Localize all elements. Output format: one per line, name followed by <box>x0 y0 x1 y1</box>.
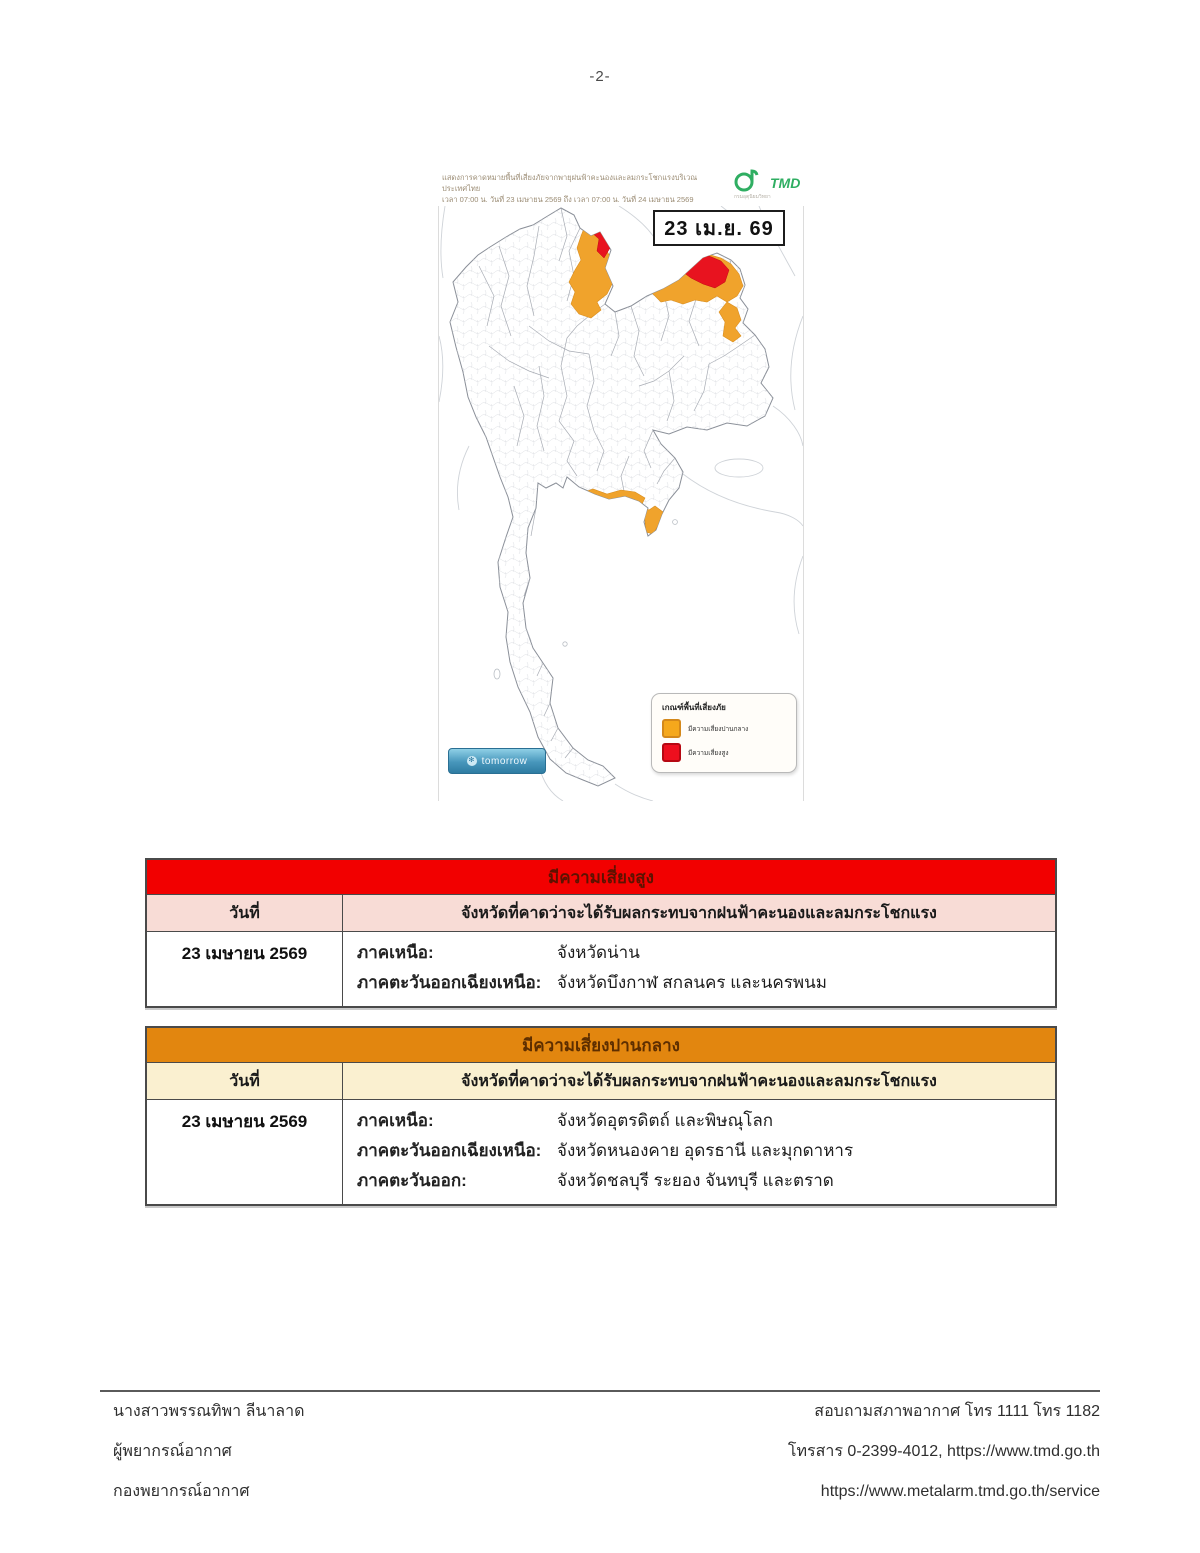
province-list: จังหวัดบึงกาฬ สกลนคร และนครพนม <box>557 973 827 992</box>
legend-item-moderate <box>662 719 788 738</box>
column-header-date: วันที่ <box>147 1063 343 1099</box>
tmd-logo <box>732 168 810 202</box>
date-cell: 23 เมษายน 2569 <box>147 1100 343 1204</box>
region-line <box>357 1136 1045 1166</box>
column-header-provinces: จังหวัดที่คาดว่าจะได้รับผลกระทบจากฝนฟ้าคะนองและลมกระโชกแรง <box>461 1072 937 1090</box>
region-line <box>357 1166 1045 1196</box>
date-cell: 23 เมษายน 2569 <box>147 932 343 1006</box>
region-label: ภาคเหนือ: <box>357 943 434 962</box>
forecaster-division: กองพยากรณ์อากาศ <box>113 1483 250 1500</box>
footer-author-block <box>113 1402 304 1522</box>
region-label: ภาคเหนือ: <box>357 1111 434 1130</box>
legend-swatch-high-icon <box>662 743 681 762</box>
tomorrow-label: tomorrow <box>481 755 528 767</box>
map-caption-line2: เวลา 07:00 น. วันที่ 23 เมษายน 2569 ถึง เวลา 07:00 น. วันที่ 24 เมษายน 2569 <box>442 195 694 204</box>
map-date-box: 23 เม.ย. 69 <box>653 210 785 246</box>
page-number: -2- <box>589 68 611 85</box>
region-label: ภาคตะวันออก: <box>357 1171 467 1190</box>
forecaster-title: ผู้พยากรณ์อากาศ <box>113 1443 232 1460</box>
moderate-risk-table-row <box>147 1099 1055 1204</box>
province-list: จังหวัดหนองคาย อุดรธานี และมุกดาหาร <box>557 1141 854 1160</box>
legend-item-high <box>662 743 788 762</box>
tmd-logo-text: TMD <box>770 175 801 191</box>
footer-divider <box>100 1390 1100 1392</box>
moderate-risk-table-title: มีความเสี่ยงปานกลาง <box>147 1028 1055 1062</box>
legend-label-high: มีความเสี่ยงสูง <box>688 749 729 757</box>
footer-contact-block <box>788 1402 1100 1522</box>
high-risk-table-row <box>147 931 1055 1006</box>
high-risk-table-title: มีความเสี่ยงสูง <box>147 860 1055 894</box>
map-caption <box>442 172 722 205</box>
tmd-logo-subtext: กรมอุตุนิยมวิทยา <box>734 194 771 200</box>
legend-title: เกณฑ์พื้นที่เสี่ยงภัย <box>662 703 726 712</box>
legend-label-moderate: มีความเสี่ยงปานกลาง <box>688 725 749 733</box>
column-header-date: วันที่ <box>147 895 343 931</box>
region-label: ภาคตะวันออกเฉียงเหนือ: <box>357 1141 542 1160</box>
region-label: ภาคตะวันออกเฉียงเหนือ: <box>357 973 542 992</box>
tomorrow-logo-icon: ✻ <box>468 757 475 764</box>
province-list: จังหวัดชลบุรี ระยอง จันทบุรี และตราด <box>557 1171 834 1190</box>
map-legend <box>651 693 797 773</box>
contact-fax-website: โทรสาร 0-2399-4012, https://www.tmd.go.th <box>787 1443 1100 1460</box>
high-risk-table <box>145 858 1057 1008</box>
moderate-risk-table-subheader <box>147 1062 1055 1099</box>
forecast-map <box>438 168 810 810</box>
contact-metalarm-url: https://www.metalarm.tmd.go.th/service <box>820 1483 1100 1500</box>
contact-phone: สอบถามสภาพอากาศ โทร 1111 โทร 1182 <box>814 1403 1100 1420</box>
region-line <box>357 938 1045 968</box>
province-list: จังหวัดน่าน <box>557 943 640 962</box>
tomorrow-attribution-badge <box>448 748 546 774</box>
forecaster-name: นางสาวพรรณทิพา ลีนาลาด <box>113 1403 305 1420</box>
map-header <box>438 168 810 206</box>
column-header-provinces: จังหวัดที่คาดว่าจะได้รับผลกระทบจากฝนฟ้าคะนองและลมกระโชกแรง <box>461 904 937 922</box>
tmd-logo-icon <box>736 174 752 190</box>
thailand-map-canvas <box>438 206 804 801</box>
moderate-risk-table <box>145 1026 1057 1206</box>
high-risk-table-subheader <box>147 894 1055 931</box>
region-line <box>357 968 1045 998</box>
province-list: จังหวัดอุตรดิตถ์ และพิษณุโลก <box>557 1111 774 1130</box>
region-line <box>357 1106 1045 1136</box>
map-caption-line1: แสดงการคาดหมายพื้นที่เสี่ยงภัยจากพายุฝนฟ้าคะนองและลมกระโชกแรงบริเวณประเทศไทย <box>442 173 698 193</box>
legend-swatch-moderate-icon <box>662 719 681 738</box>
